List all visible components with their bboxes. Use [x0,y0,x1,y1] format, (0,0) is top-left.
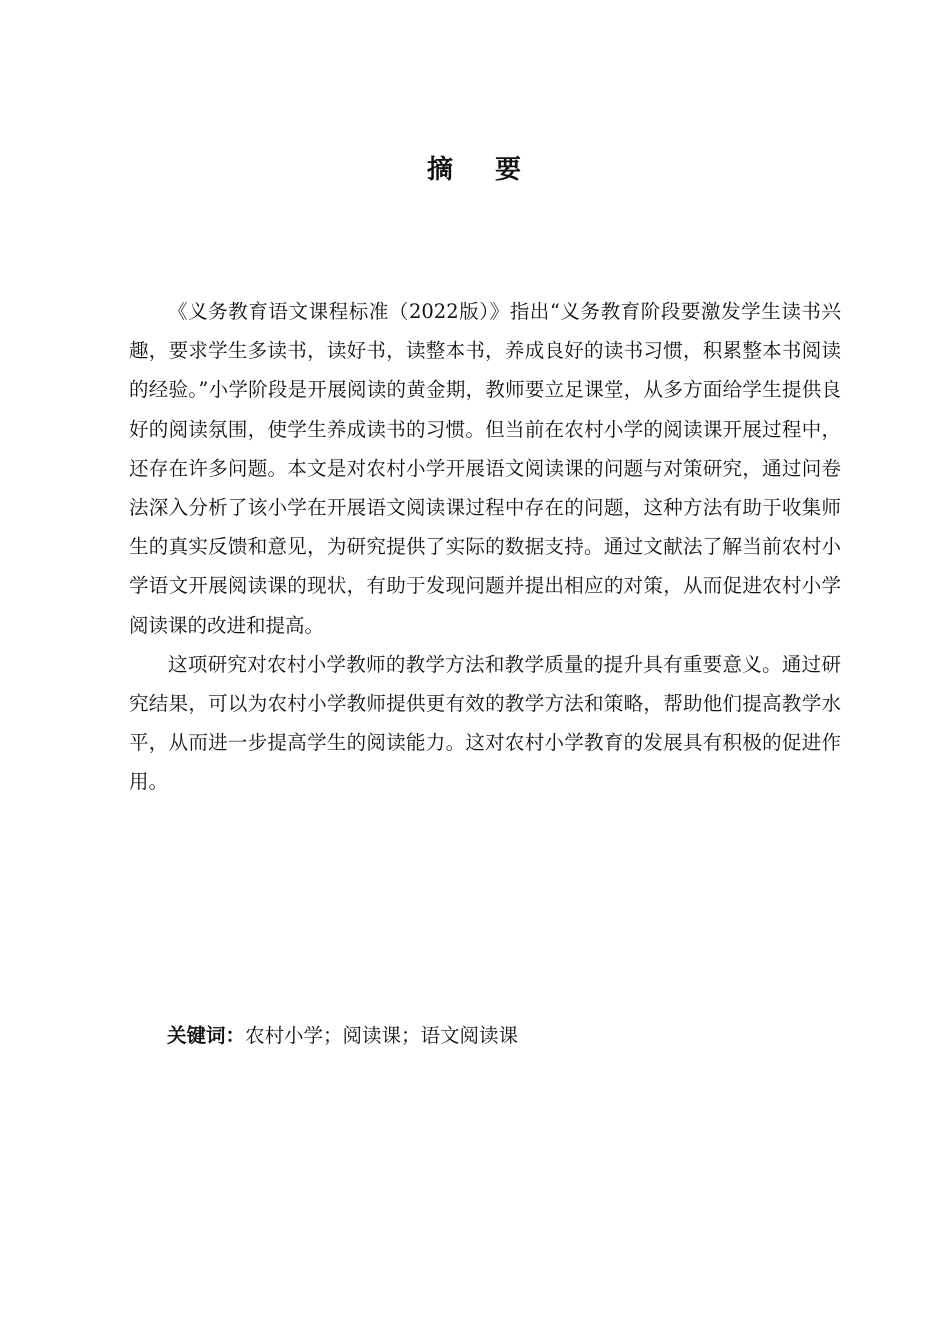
keywords-label: 关键词： [167,1024,246,1047]
abstract-paragraph-1: 《义务教育语文课程标准（2022版）》指出“义务教育阶段要激发学生读书兴趣，要求学生多读书，读好书，读整本书，养成良好的读书习惯，积累整本书阅读的经验。”小学阶段是开展阅读的黄金期，教师要立足课堂，从多方面给学生提供良好的阅读氛围，使学生养成读书的习惯。但当前在农村小学的阅读课开展过程中，还存在许多问题。本文是对农村小学开展语文阅读课的问题与对策研究，通过问卷法深入分析了该小学在开展语文阅读课过程中存在的问题，这种方法有助于收集师生的真实反馈和意见，为研究提供了实际的数据支持。通过文献法了解当前农村小学语文开展阅读课的现状，有助于发现问题并提出相应的对策，从而促进农村小学阅读课的改进和提高。 [129,300,841,637]
page-title-char-2: 要 [495,155,524,185]
keywords-value: 农村小学；阅读课；语文阅读课 [245,1024,519,1047]
keywords-line [167,1016,847,1055]
abstract-body [129,292,841,802]
page-title-char-1: 摘 [426,155,455,185]
abstract-paragraph-2: 这项研究对农村小学教师的教学方法和教学质量的提升具有重要意义。通过研究结果，可以为农村小学教师提供更有效的教学方法和策略，帮助他们提高教学水平，从而进一步提高学生的阅读能力。这对农村小学教育的发展具有积极的促进作用。 [129,652,841,794]
page-title [0,150,950,190]
